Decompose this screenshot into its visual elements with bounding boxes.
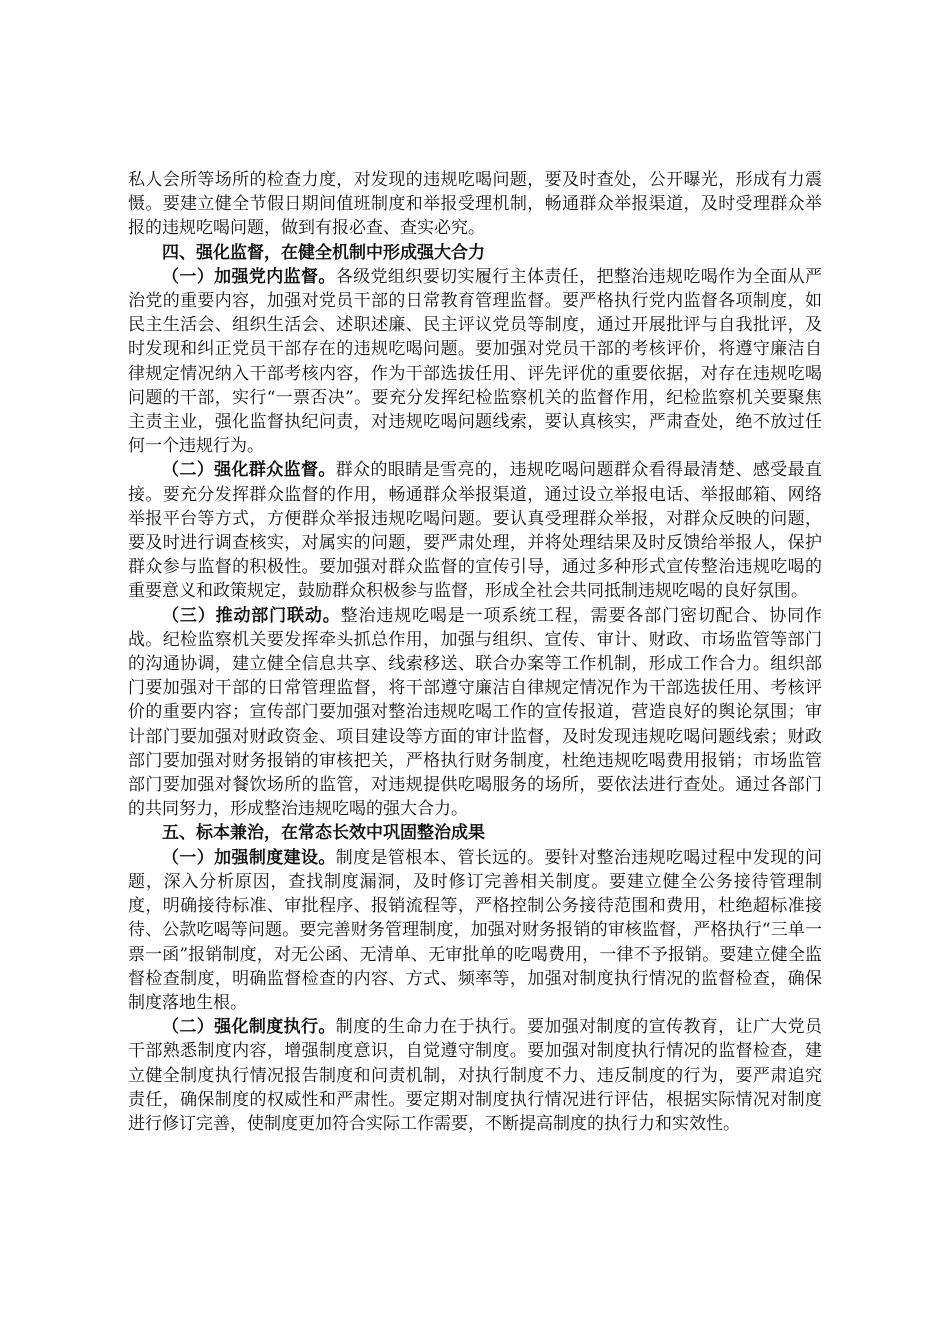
paragraph-body: 群众的眼睛是雪亮的，违规吃喝问题群众看得最清楚、感受最直接。要充分发挥群众监督的作用，畅通群众举报渠道，通过设立举报电话、举报邮箱、网络举报平台等方式，方便群众举报违规吃喝问题。要认真受理群众举报，对群众反映的问题，要及时进行调查核实，对属实的问题，要严肃处理，并将处理结果及时反馈给举报人，保护群众参与监督的积极性。要加强对群众监督的宣传引导，通过多种形式宣传整治违规吃喝的重要意义和政策规定，鼓励群众积极参与监督，形成全社会共同抵制违规吃喝的良好氛围。 (128, 460, 823, 602)
paragraph-body: 各级党组织要切实履行主体责任，把整治违规吃喝作为全面从严治党的重要内容，加强对党员干部的日常教育管理监督。要严格执行党内监督各项制度，如民主生活会、组织生活会、述职述廉、民主评议党员等制度，通过开展批评与自我批评，及时发现和纠正党员干部存在的违规吃喝问题。要加强对党员干部的考核评价，将遵守廉洁自律规定情况纳入干部考核内容，作为干部选拔任用、评先评优的重要依据，对存在违规吃喝问题的干部，实行“一票否决”。要充分发挥纪检监察机关的监督作用，纪检监察机关要聚焦主责主业，强化监督执纪问责，对违规吃喝问题线索，要认真核实，严肃查处，绝不放过任何一个违规行为。 (128, 266, 823, 457)
paragraph-department-linkage (128, 604, 822, 822)
paragraph-body: 整治违规吃喝是一项系统工程，需要各部门密切配合、协同作战。纪检监察机关要发挥牵头抓总作用，加强与组织、宣传、审计、财政、市场监管等部门的沟通协调，建立健全信息共享、线索移送、联合办案等工作机制，形成工作合力。组织部门要加强对干部的日常管理监督，将干部遵守廉洁自律规定情况作为干部选拔任用、考核评价的重要内容；宣传部门要加强对整治违规吃喝工作的宣传报道，营造良好的舆论氛围；审计部门要加强对财政资金、项目建设等方面的审计监督，及时发现违规吃喝问题线索；财政部门要加强对财务报销的审核把关，严格执行财务制度，杜绝违规吃喝费用报销；市场监管部门要加强对餐饮场所的监管，对违规提供吃喝服务的场所，要依法进行查处。通过各部门的共同努力，形成整治违规吃喝的强大合力。 (128, 605, 823, 820)
document-page (128, 168, 822, 1136)
paragraph-intro: 私人会所等场所的检查力度，对发现的违规吃喝问题，要及时查处，公开曝光，形成有力震慑。要建立健全节假日期间值班制度和举报受理机制，畅通群众举报渠道，及时受理群众举报的违规吃喝问题，做到有报必查、查实必究。 (128, 170, 822, 239)
paragraph-body: 制度的生命力在于执行。要加强对制度的宣传教育，让广大党员干部熟悉制度内容，增强制度意识，自觉遵守制度。要加强对制度执行情况的监督检查，建立健全制度执行情况报告制度和问责机制，对执行制度不力、违反制度的行为，要严肃追究责任，确保制度的权威性和严肃性。要定期对制度执行情况进行评估，根据实际情况对制度进行修订完善，使制度更加符合实际工作需要，不断提高制度的执行力和实效性。 (128, 1017, 823, 1134)
paragraph-party-supervision (128, 265, 822, 459)
paragraph-system-building (128, 846, 822, 1015)
paragraph-lead: （一）加强制度建设。 (162, 847, 336, 868)
paragraph-lead: （二）强化制度执行。 (162, 1017, 336, 1038)
section-heading-5: 五、标本兼治，在常态长效中巩固整治成果 (162, 823, 485, 844)
section-heading-4: 四、强化监督，在健全机制中形成强大合力 (162, 242, 485, 263)
paragraph-lead: （二）强化群众监督。 (162, 460, 336, 481)
paragraph-system-execution (128, 1015, 822, 1136)
paragraph-body: 制度是管根本、管长远的。要针对整治违规吃喝过程中发现的问题，深入分析原因，查找制度漏洞，及时修订完善相关制度。要建立健全公务接待管理制度，明确接待标准、审批程序、报销流程等，严格控制公务接待范围和费用，杜绝超标准接待、公款吃喝等问题。要完善财务管理制度，加强对财务报销的审核监督，严格执行“三单一票一函”报销制度，对无公函、无清单、无审批单的吃喝费用，一律不予报销。要建立健全监督检查制度，明确监督检查的内容、方式、频率等，加强对制度执行情况的监督检查，确保制度落地生根。 (128, 847, 823, 1013)
paragraph-lead: （一）加强党内监督。 (162, 266, 336, 287)
paragraph-lead: （三）推动部门联动。 (162, 605, 341, 626)
paragraph-public-supervision (128, 458, 822, 603)
